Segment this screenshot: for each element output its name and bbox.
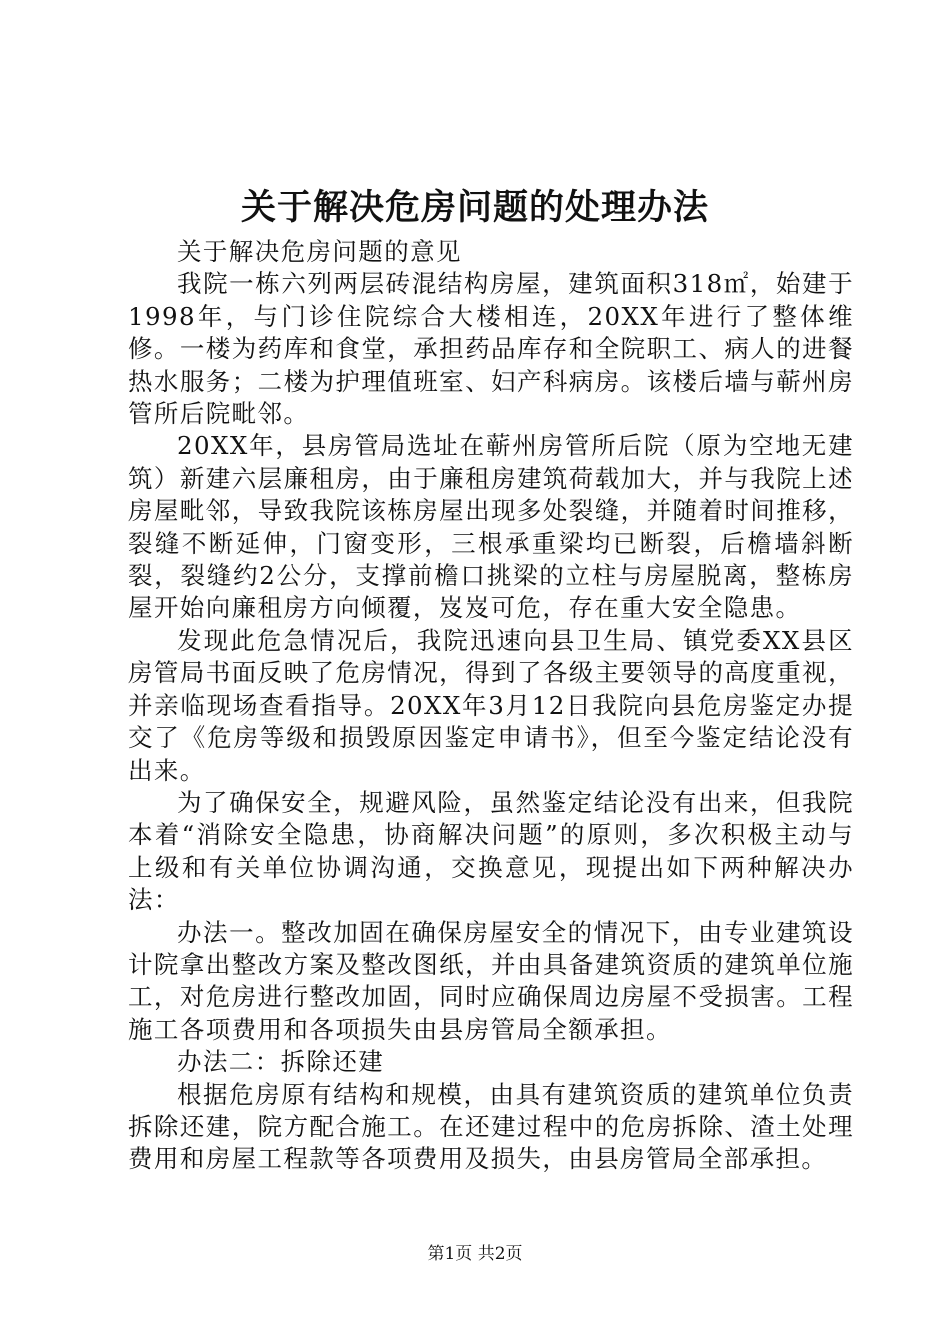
paragraph-building-description: 我院一栋六列两层砖混结构房屋，建筑面积318㎡，始建于1998年，与门诊住院综合大楼相连，20XX年进行了整体维修。一楼为药库和食堂，承担药品库存和全院职工、病人的进餐热水服务；二楼为护理值班室、妇产科病房。该楼后墙与蕲州房管所后院毗邻。 xyxy=(128,269,854,429)
paragraph-method-one: 办法一。整改加固在确保房屋安全的情况下，由专业建筑设计院拿出整改方案及整改图纸，并由具备建筑资质的建筑单位施工，对危房进行整改加固，同时应确保周边房屋不受损害。工程施工各项费用和各项损失由县房管局全额承担。 xyxy=(128,917,854,1044)
page-number-footer: 第1页 共2页 xyxy=(427,1244,523,1264)
paragraph-reporting: 发现此危急情况后，我院迅速向县卫生局、镇党委XX县区房管局书面反映了危房情况，得到了各级主要领导的高度重视，并亲临现场查看指导。20XX年3月12日我院向县危房鉴定办提交了《危房等级和损毁原因鉴定申请书》，但至今鉴定结论没有出来。 xyxy=(128,625,854,785)
paragraph-method-two-heading: 办法二：拆除还建 xyxy=(177,1047,385,1077)
paragraph-damage-cause: 20XX年，县房管局选址在蕲州房管所后院（原为空地无建筑）新建六层廉租房，由于廉租房建筑荷载加大，并与我院上述房屋毗邻，导致我院该栋房屋出现多处裂缝，并随着时间推移，裂缝不断延伸，门窗变形，三根承重梁均已断裂，后檐墙斜断裂，裂缝约2公分，支撑前檐口挑梁的立柱与房屋脱离，整栋房屋开始向廉租房方向倾覆，岌岌可危，存在重大安全隐患。 xyxy=(128,431,854,623)
document-title: 关于解决危房问题的处理办法 xyxy=(240,187,709,228)
paragraph-method-two-detail: 根据危房原有结构和规模，由具有建筑资质的建筑单位负责拆除还建，院方配合施工。在还建过程中的危房拆除、渣土处理费用和房屋工程款等各项费用及损失，由县房管局全部承担。 xyxy=(128,1079,854,1174)
paragraph-subtitle: 关于解决危房问题的意见 xyxy=(177,237,462,266)
document-body xyxy=(128,236,854,1176)
paragraph-proposal-intro: 为了确保安全，规避风险，虽然鉴定结论没有出来，但我院本着“消除安全隐患，协商解决问题”的原则，多次积极主动与上级和有关单位协调沟通，交换意见，现提出如下两种解决办法： xyxy=(128,787,854,915)
